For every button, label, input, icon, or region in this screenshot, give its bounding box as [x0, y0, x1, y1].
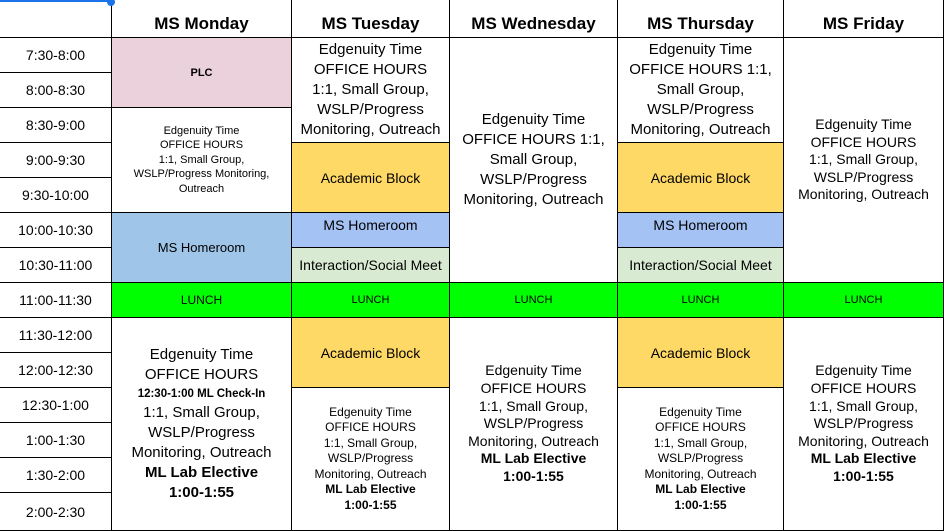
- header-monday[interactable]: MS Monday: [112, 0, 292, 38]
- social-label: Interaction/Social Meet: [299, 257, 442, 273]
- cell-line: WSLP/Progress Monitoring,: [133, 168, 270, 181]
- time-cell[interactable]: 11:00-11:30: [0, 283, 112, 318]
- cell-line: WSLP/Progress: [327, 451, 414, 466]
- cell-line: OFFICE HOURS: [655, 420, 746, 435]
- cell-line: OFFICE HOURS: [810, 133, 917, 150]
- friday-edgenuity-am-cell[interactable]: [784, 38, 944, 283]
- cell-line: Edgenuity Time: [815, 116, 912, 133]
- cell-line: Monitoring, Outreach: [630, 121, 771, 138]
- homeroom-label: MS Homeroom: [157, 240, 246, 255]
- cell-line: Monitoring, Outreach: [131, 444, 272, 461]
- wednesday-lunch-cell[interactable]: [450, 283, 618, 318]
- ml-lab-elective-line: ML Lab Elective: [325, 482, 416, 497]
- time-cell[interactable]: 2:00-2:30: [0, 493, 112, 531]
- selection-border: [0, 0, 112, 2]
- cell-line: Edgenuity Time: [659, 404, 742, 419]
- cell-line: Edgenuity Time: [485, 362, 582, 379]
- cell-line: Monitoring, Outreach: [463, 191, 604, 208]
- time-cell[interactable]: 12:30-1:00: [0, 388, 112, 423]
- cell-line: OFFICE HOURS 1:1,: [462, 131, 605, 148]
- ml-check-in-line: 12:30-1:00 ML Check-In: [137, 388, 266, 400]
- time-cell[interactable]: 1:00-1:30: [0, 423, 112, 458]
- monday-homeroom-cell[interactable]: [112, 213, 292, 283]
- lunch-label: LUNCH: [844, 294, 883, 306]
- thursday-social-cell[interactable]: [618, 248, 784, 283]
- cell-line: WSLP/Progress: [483, 415, 584, 432]
- ml-lab-time-line: 1:00-1:55: [344, 497, 397, 512]
- header-tuesday[interactable]: MS Tuesday: [292, 0, 450, 38]
- monday-lunch-cell[interactable]: [112, 283, 292, 318]
- lunch-label: LUNCH: [514, 294, 553, 306]
- tuesday-edgenuity-pm-cell[interactable]: [292, 388, 450, 531]
- cell-line: OFFICE HOURS: [810, 380, 917, 397]
- cell-line: Monitoring, Outreach: [300, 121, 441, 138]
- thursday-homeroom-cell[interactable]: [618, 213, 784, 248]
- time-cell[interactable]: 11:30-12:00: [0, 318, 112, 353]
- lunch-label: LUNCH: [351, 294, 390, 306]
- ml-lab-elective-line: ML Lab Elective: [480, 450, 587, 467]
- cell-line: Small Group,: [656, 81, 745, 98]
- cell-line: WSLP/Progress: [480, 171, 587, 188]
- thursday-academic-block-cell[interactable]: [618, 143, 784, 213]
- cell-line: OFFICE HOURS: [313, 61, 428, 78]
- cell-line: WSLP/Progress: [813, 168, 914, 185]
- ml-lab-time-line: 1:00-1:55: [833, 467, 894, 484]
- friday-lunch-cell[interactable]: [784, 283, 944, 318]
- time-cell[interactable]: 9:00-9:30: [0, 143, 112, 178]
- cell-line: 1:1, Small Group,: [653, 435, 748, 450]
- time-cell[interactable]: 12:00-12:30: [0, 353, 112, 388]
- cell-line: Monitoring, Outreach: [798, 186, 929, 203]
- cell-line: WSLP/Progress: [813, 415, 914, 432]
- header-friday[interactable]: MS Friday: [784, 0, 944, 38]
- academic-block-label: Academic Block: [320, 169, 421, 186]
- monday-plc-cell[interactable]: [112, 38, 292, 108]
- cell-line: Edgenuity Time: [318, 41, 423, 58]
- corner-cell[interactable]: [0, 0, 112, 38]
- ml-lab-elective-line: ML Lab Elective: [810, 450, 917, 467]
- time-cell[interactable]: 10:00-10:30: [0, 213, 112, 248]
- monday-edgenuity-pm-cell[interactable]: [112, 318, 292, 531]
- academic-block-label: Academic Block: [650, 169, 751, 186]
- time-cell[interactable]: 7:30-8:00: [0, 38, 112, 73]
- time-cell[interactable]: 8:00-8:30: [0, 73, 112, 108]
- cell-line: Monitoring, Outreach: [468, 432, 599, 449]
- thursday-academic-block-pm-cell[interactable]: [618, 318, 784, 388]
- cell-line: Edgenuity Time: [815, 362, 912, 379]
- ml-lab-time-line: 1:00-1:55: [168, 484, 235, 501]
- ml-lab-elective-line: ML Lab Elective: [144, 464, 259, 481]
- lunch-label: LUNCH: [180, 293, 223, 307]
- ml-lab-time-line: 1:00-1:55: [674, 497, 727, 512]
- thursday-edgenuity-pm-cell[interactable]: [618, 388, 784, 531]
- cell-line: 1:1, Small Group,: [158, 153, 245, 166]
- time-cell[interactable]: 10:30-11:00: [0, 248, 112, 283]
- cell-line: 1:1, Small Group,: [312, 81, 429, 98]
- ml-lab-elective-line: ML Lab Elective: [655, 482, 746, 497]
- cell-line: WSLP/Progress: [647, 101, 754, 118]
- cell-line: 1:1, Small Group,: [143, 404, 260, 421]
- cell-line: Edgenuity Time: [329, 404, 412, 419]
- cell-line: OFFICE HOURS: [159, 139, 244, 152]
- cell-line: Edgenuity Time: [149, 346, 254, 363]
- cell-line: WSLP/Progress: [317, 101, 424, 118]
- time-cell[interactable]: 1:30-2:00: [0, 458, 112, 493]
- lunch-label: LUNCH: [681, 294, 720, 306]
- cell-line: Edgenuity Time: [163, 124, 240, 137]
- cell-line: Outreach: [178, 182, 225, 195]
- time-cell[interactable]: 9:30-10:00: [0, 178, 112, 213]
- tuesday-lunch-cell[interactable]: [292, 283, 450, 318]
- cell-line: OFFICE HOURS: [144, 366, 259, 383]
- academic-block-label: Academic Block: [650, 344, 751, 361]
- social-label: Interaction/Social Meet: [629, 257, 772, 273]
- wednesday-edgenuity-pm-cell[interactable]: [450, 318, 618, 531]
- cell-line: 1:1, Small Group,: [809, 151, 918, 168]
- cell-line: OFFICE HOURS: [480, 380, 587, 397]
- cell-line: WSLP/Progress: [148, 424, 255, 441]
- tuesday-social-cell[interactable]: [292, 248, 450, 283]
- thursday-edgenuity-am-cell[interactable]: [618, 38, 784, 143]
- cell-line: 1:1, Small Group,: [479, 397, 588, 414]
- tuesday-academic-block-cell[interactable]: [292, 143, 450, 213]
- cell-line: Edgenuity Time: [648, 41, 753, 58]
- cell-line: WSLP/Progress: [657, 451, 744, 466]
- header-thursday[interactable]: MS Thursday: [618, 0, 784, 38]
- ml-lab-time-line: 1:00-1:55: [503, 467, 564, 484]
- plc-label: PLC: [190, 66, 213, 79]
- cell-line: Monitoring, Outreach: [798, 432, 929, 449]
- cell-line: OFFICE HOURS 1:1,: [629, 61, 772, 78]
- tuesday-academic-block-pm-cell[interactable]: [292, 318, 450, 388]
- cell-line: Monitoring, Outreach: [644, 466, 757, 481]
- cell-line: OFFICE HOURS: [325, 420, 416, 435]
- cell-line: Edgenuity Time: [481, 111, 586, 128]
- header-wednesday[interactable]: MS Wednesday: [450, 0, 618, 38]
- time-cell[interactable]: 8:30-9:00: [0, 108, 112, 143]
- academic-block-label: Academic Block: [320, 344, 421, 361]
- friday-edgenuity-pm-cell[interactable]: [784, 318, 944, 531]
- cell-line: 1:1, Small Group,: [323, 435, 418, 450]
- cell-line: Small Group,: [489, 151, 578, 168]
- tuesday-homeroom-cell[interactable]: [292, 213, 450, 248]
- homeroom-label: MS Homeroom: [653, 217, 748, 233]
- thursday-lunch-cell[interactable]: [618, 283, 784, 318]
- monday-edgenuity-am-cell[interactable]: [112, 108, 292, 213]
- wednesday-edgenuity-am-cell[interactable]: [450, 38, 618, 283]
- cell-line: Monitoring, Outreach: [314, 466, 427, 481]
- tuesday-edgenuity-am-cell[interactable]: [292, 38, 450, 143]
- homeroom-label: MS Homeroom: [323, 217, 418, 233]
- cell-line: 1:1, Small Group,: [809, 397, 918, 414]
